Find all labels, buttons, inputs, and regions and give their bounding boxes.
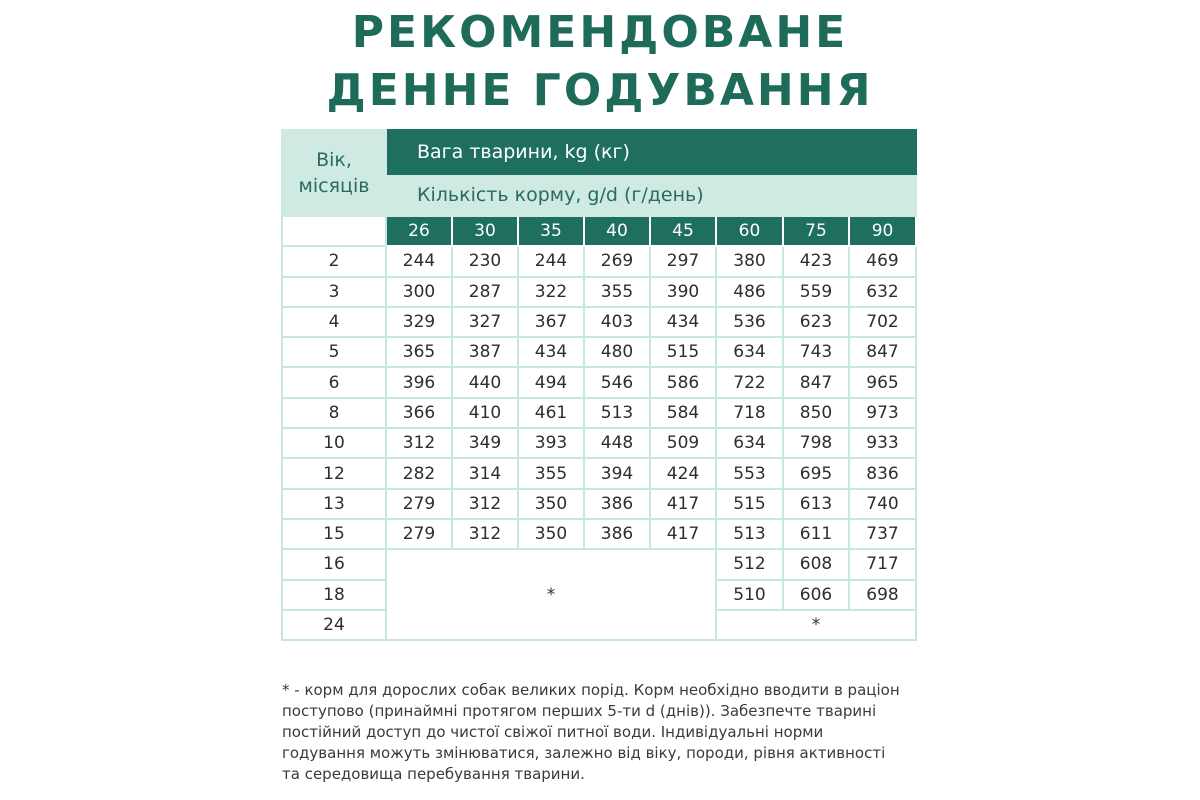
title-line-2: ДЕННЕ ГОДУВАННЯ — [326, 65, 874, 116]
amount-cell: 244 — [518, 246, 584, 276]
table-row — [282, 246, 916, 276]
age-header-line-1: Вік, — [316, 149, 352, 171]
amount-cell: 365 — [386, 337, 452, 367]
amount-cell: 494 — [518, 367, 584, 397]
amount-cell: 847 — [849, 337, 916, 367]
amount-cell: 933 — [849, 428, 916, 458]
amount-cell: 350 — [518, 519, 584, 549]
amount-cell: 312 — [452, 489, 518, 519]
amount-cell: 440 — [452, 367, 518, 397]
weight-value-cell: 60 — [716, 216, 783, 246]
amount-cell: 698 — [849, 580, 916, 610]
amount-cell: 717 — [849, 549, 916, 579]
amount-cell: 393 — [518, 428, 584, 458]
amount-cell: 279 — [386, 519, 452, 549]
amount-cell: 836 — [849, 458, 916, 488]
amount-cell: 743 — [783, 337, 849, 367]
amount-cell: 740 — [849, 489, 916, 519]
table-row — [282, 489, 916, 519]
amount-cell: 424 — [650, 458, 716, 488]
footnote-line: * - корм для дорослих собак великих порід. Корм необхідно вводити в раціон — [282, 681, 900, 699]
amount-cell: 410 — [452, 398, 518, 428]
amount-cell: 965 — [849, 367, 916, 397]
amount-cell: 355 — [584, 277, 650, 307]
table-row — [282, 367, 916, 397]
amount-cell: 513 — [716, 519, 783, 549]
table-row — [282, 549, 916, 579]
amount-cell: 297 — [650, 246, 716, 276]
age-cell: 13 — [282, 489, 386, 519]
amount-cell: 634 — [716, 428, 783, 458]
amount-cell: 515 — [650, 337, 716, 367]
amount-cell: 390 — [650, 277, 716, 307]
amount-cell: 314 — [452, 458, 518, 488]
adult-food-marker-left: * — [386, 549, 716, 640]
amount-cell: 623 — [783, 307, 849, 337]
amount-cell: 973 — [849, 398, 916, 428]
amount-cell: 632 — [849, 277, 916, 307]
amount-cell: 510 — [716, 580, 783, 610]
weight-value-cell: 45 — [650, 216, 716, 246]
amount-cell: 387 — [452, 337, 518, 367]
adult-food-marker-right: * — [716, 610, 916, 640]
amount-cell: 417 — [650, 519, 716, 549]
age-cell: 6 — [282, 367, 386, 397]
amount-cell: 423 — [783, 246, 849, 276]
page-title — [0, 4, 1200, 120]
table-row — [282, 428, 916, 458]
amount-cell: 611 — [783, 519, 849, 549]
table-row — [282, 307, 916, 337]
amount-cell: 486 — [716, 277, 783, 307]
blank-cell — [282, 216, 386, 246]
amount-cell: 327 — [452, 307, 518, 337]
amount-cell: 798 — [783, 428, 849, 458]
weight-value-cell: 40 — [584, 216, 650, 246]
title-line-1: РЕКОМЕНДОВАНЕ — [351, 7, 849, 58]
amount-cell: 480 — [584, 337, 650, 367]
amount-cell: 448 — [584, 428, 650, 458]
weight-values-row — [282, 216, 916, 246]
amount-cell: 380 — [716, 246, 783, 276]
footnote-line: та середовища перебування тварини. — [282, 765, 585, 783]
table-row — [282, 519, 916, 549]
age-cell: 24 — [282, 610, 386, 640]
amount-cell: 702 — [849, 307, 916, 337]
amount-cell: 394 — [584, 458, 650, 488]
amount-cell: 244 — [386, 246, 452, 276]
amount-cell: 515 — [716, 489, 783, 519]
table-row — [282, 337, 916, 367]
amount-cell: 367 — [518, 307, 584, 337]
footnote-line: годування можуть змінюватися, залежно від віку, породи, рівня активності — [282, 744, 886, 762]
amount-cell: 559 — [783, 277, 849, 307]
amount-cell: 403 — [584, 307, 650, 337]
table-row — [282, 398, 916, 428]
age-cell: 4 — [282, 307, 386, 337]
amount-cell: 613 — [783, 489, 849, 519]
amount-cell: 737 — [849, 519, 916, 549]
footnote-line: поступово (принаймні протягом перших 5-ти d (днів)). Забезпечте тварині — [282, 702, 877, 720]
amount-cell: 513 — [584, 398, 650, 428]
amount-cell: 386 — [584, 489, 650, 519]
amount-cell: 279 — [386, 489, 452, 519]
amount-cell: 396 — [386, 367, 452, 397]
feeding-table — [281, 129, 917, 641]
amount-cell: 512 — [716, 549, 783, 579]
weight-value-cell: 35 — [518, 216, 584, 246]
amount-cell: 469 — [849, 246, 916, 276]
amount-cell: 695 — [783, 458, 849, 488]
amount-cell: 417 — [650, 489, 716, 519]
weight-value-cell: 26 — [386, 216, 452, 246]
age-cell: 10 — [282, 428, 386, 458]
amount-cell: 322 — [518, 277, 584, 307]
amount-cell: 608 — [783, 549, 849, 579]
amount-header: Кількість корму, g/d (г/день) — [386, 174, 916, 216]
amount-cell: 269 — [584, 246, 650, 276]
table-row — [282, 458, 916, 488]
age-cell: 3 — [282, 277, 386, 307]
amount-cell: 509 — [650, 428, 716, 458]
weight-value-cell: 75 — [783, 216, 849, 246]
footnote-line: постійний доступ до чистої свіжої питної води. Індивідуальні норми — [282, 723, 824, 741]
age-cell: 2 — [282, 246, 386, 276]
age-cell: 15 — [282, 519, 386, 549]
amount-cell: 349 — [452, 428, 518, 458]
age-cell: 8 — [282, 398, 386, 428]
age-cell: 16 — [282, 549, 386, 579]
amount-cell: 606 — [783, 580, 849, 610]
weight-header: Вага тварини, kg (кг) — [386, 130, 916, 174]
footnote — [282, 680, 942, 785]
amount-cell: 584 — [650, 398, 716, 428]
amount-cell: 434 — [518, 337, 584, 367]
age-header-line-2: місяців — [298, 175, 370, 197]
amount-cell: 355 — [518, 458, 584, 488]
amount-cell: 461 — [518, 398, 584, 428]
amount-cell: 366 — [386, 398, 452, 428]
amount-cell: 546 — [584, 367, 650, 397]
age-cell: 18 — [282, 580, 386, 610]
table-row — [282, 277, 916, 307]
amount-cell: 282 — [386, 458, 452, 488]
weight-value-cell: 30 — [452, 216, 518, 246]
amount-cell: 386 — [584, 519, 650, 549]
age-cell: 5 — [282, 337, 386, 367]
age-column-header — [282, 130, 386, 216]
amount-cell: 850 — [783, 398, 849, 428]
amount-cell: 329 — [386, 307, 452, 337]
amount-cell: 718 — [716, 398, 783, 428]
amount-cell: 586 — [650, 367, 716, 397]
amount-cell: 300 — [386, 277, 452, 307]
amount-cell: 230 — [452, 246, 518, 276]
amount-cell: 553 — [716, 458, 783, 488]
amount-cell: 350 — [518, 489, 584, 519]
age-cell: 12 — [282, 458, 386, 488]
amount-cell: 287 — [452, 277, 518, 307]
amount-cell: 847 — [783, 367, 849, 397]
amount-cell: 312 — [386, 428, 452, 458]
amount-cell: 312 — [452, 519, 518, 549]
amount-cell: 634 — [716, 337, 783, 367]
amount-cell: 434 — [650, 307, 716, 337]
amount-cell: 536 — [716, 307, 783, 337]
weight-value-cell: 90 — [849, 216, 916, 246]
amount-cell: 722 — [716, 367, 783, 397]
